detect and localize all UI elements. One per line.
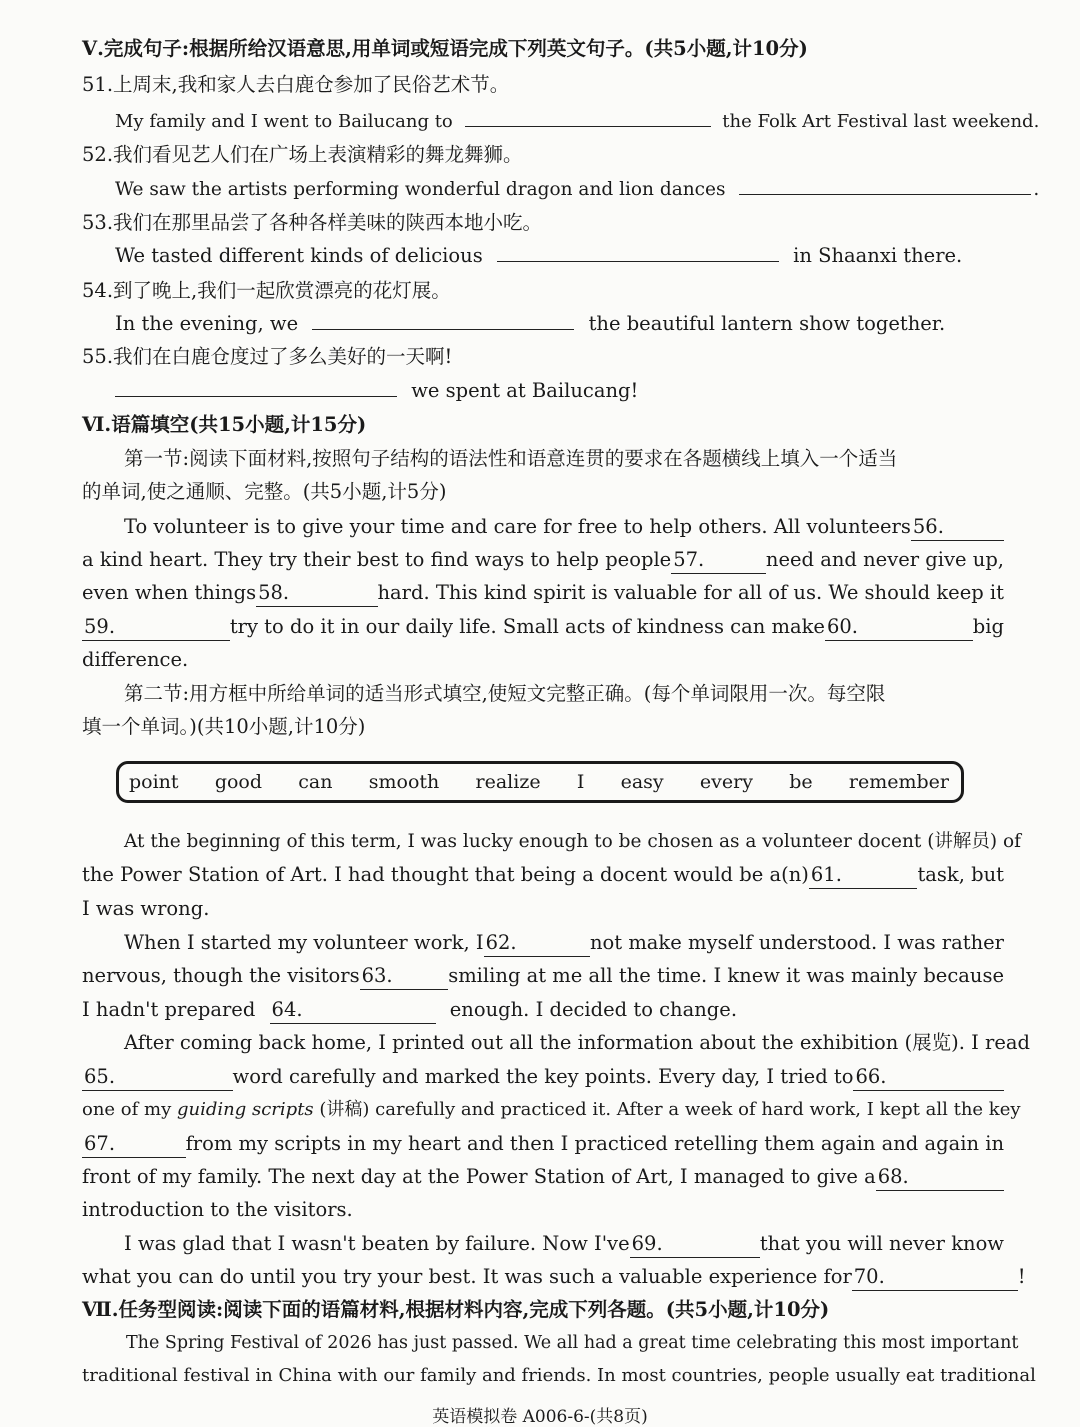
p2-line5: nervous, though the visitors 63. smiling at me all the time. I knew it was mainly because (82, 963, 1004, 990)
blank-63[interactable]: 63. (360, 963, 449, 990)
blank-57[interactable]: 57. (671, 547, 766, 574)
blank-65[interactable]: 65. (82, 1064, 233, 1091)
section7-heading: Ⅶ.任务型阅读:阅读下面的语篇材料,根据材料内容,完成下列各题。(共5小题,计10分) (82, 1298, 830, 1321)
q53-text-after: in Shaanxi there. (793, 244, 963, 267)
p2-line11: front of my family. The next day at the Power Station of Art, I managed to give a 68. (82, 1164, 1004, 1191)
q55-english (115, 378, 638, 404)
p2-line10: 67. from my scripts in my heart and then I practiced retelling them again and again in (82, 1131, 1004, 1158)
blank-70[interactable]: 70. (852, 1264, 1018, 1291)
q53-chinese: 53.我们在那里品尝了各种各样美味的陕西本地小吃。 (82, 211, 543, 234)
p1-text: big (972, 615, 1004, 638)
word-box-item: be (789, 771, 813, 793)
p2-line12: introduction to the visitors. (82, 1198, 353, 1221)
p1-text: try to do it in our daily life. Small acts of kindness can make (229, 615, 825, 638)
q52-blank[interactable] (739, 176, 1031, 195)
p1-text: hard. This kind spirit is valuable for all of us. We should keep it (377, 581, 1004, 604)
q54-text-after: the beautiful lantern show together. (588, 312, 946, 335)
q54-chinese: 54.到了晚上,我们一起欣赏漂亮的花灯展。 (82, 279, 451, 302)
p1-line5: difference. (82, 648, 189, 671)
word-box (116, 761, 964, 803)
blank-68[interactable]: 68. (876, 1164, 1004, 1191)
p2-line13: I was glad that I wasn't beaten by failure. Now I've 69. that you will never know (124, 1231, 1004, 1258)
q54-blank[interactable] (312, 311, 574, 330)
word-box-item: point (129, 771, 179, 793)
q54-text-before: In the evening, we (115, 312, 299, 335)
word-box-item: easy (620, 771, 664, 793)
blank-67[interactable]: 67. (82, 1131, 186, 1158)
section7-line1: The Spring Festival of 2026 has just passed. We all had a great time celebrating this most important (126, 1333, 1019, 1353)
q55-blank[interactable] (115, 378, 397, 397)
p2-line3: I was wrong. (82, 897, 210, 920)
q51-chinese: 51.上周末,我和家人去白鹿仓参加了民俗艺术节。 (82, 73, 510, 96)
p1-text: need and never give up, (765, 548, 1004, 571)
blank-64[interactable]: 64. (270, 997, 436, 1024)
word-box-item: good (214, 771, 263, 793)
blank-69[interactable]: 69. (630, 1231, 760, 1258)
p1-line4 (82, 614, 1004, 641)
p1-text: even when things (82, 581, 257, 604)
q51-text-before: My family and I went to Bailucang to (115, 111, 453, 132)
p1-text: a kind heart. They try their best to find ways to help people (82, 548, 672, 571)
q52-chinese: 52.我们看见艺人们在广场上表演精彩的舞龙舞狮。 (82, 143, 523, 166)
q53-english (115, 243, 962, 269)
p1-text: To volunteer is to give your time and care for free to help others. All volunteers (124, 515, 911, 538)
p1-line3 (82, 580, 1004, 607)
p2-line7: After coming back home, I printed out all the information about the exhibition (展览). I read (124, 1031, 1031, 1054)
p2-line9: one of my guiding scripts (讲稿) carefully and practiced it. After a week of hard work, I kept all the key (82, 1099, 1021, 1120)
part2-instruction-line1: 第二节:用方框中所给单词的适当形式填空,使短文完整正确。(每个单词限用一次。每空限 (124, 682, 886, 705)
section6-heading: Ⅵ.语篇填空(共15小题,计15分) (82, 413, 367, 436)
p2-line14: what you can do until you try your best. It was such a valuable experience for 70. ! (82, 1264, 962, 1291)
p2-line4: When I started my volunteer work, I 62. not make myself understood. I was rather (124, 930, 1004, 957)
page-footer: 英语模拟卷 A006-6-(共8页) (432, 1407, 648, 1427)
q55-text-after: we spent at Bailucang! (411, 379, 639, 402)
p2-line2: the Power Station of Art. I had thought that being a docent would be a(n) 61. task, but (82, 862, 1004, 889)
p2-line1: At the beginning of this term, I was lucky enough to be chosen as a volunteer docent (讲解员) of (124, 831, 1022, 852)
blank-59[interactable]: 59. (82, 614, 230, 641)
q52-text-after: . (1033, 179, 1040, 200)
guiding-scripts-italic: guiding scripts (177, 1099, 314, 1120)
q51-english (115, 108, 1039, 135)
p2-line6: I hadn't prepared 64. enough. I decided to change. (82, 997, 737, 1024)
q53-text-before: We tasted different kinds of delicious (115, 244, 483, 267)
blank-60[interactable]: 60. (825, 614, 973, 641)
p1-line2 (82, 547, 1004, 574)
section7-line2: traditional festival in China with our family and friends. In most countries, people usually eat traditional (82, 1365, 1036, 1386)
q51-text-after: the Folk Art Festival last weekend. (722, 111, 1040, 132)
blank-56[interactable]: 56. (911, 514, 1004, 541)
word-box-item: remember (848, 771, 949, 793)
q55-chinese: 55.我们在白鹿仓度过了多么美好的一天啊! (82, 345, 453, 368)
part1-instruction-line1: 第一节:阅读下面材料,按照句子结构的语法性和语意连贯的要求在各题横线上填入一个适当 (124, 447, 898, 470)
q51-blank[interactable] (465, 108, 711, 127)
part2-instruction-line2: 填一个单词。)(共10小题,计10分) (82, 715, 366, 738)
word-box-item: realize (475, 771, 541, 793)
word-box-item: I (576, 771, 585, 793)
blank-66[interactable]: 66. (853, 1064, 1004, 1091)
q54-english (115, 311, 945, 337)
q52-text-before: We saw the artists performing wonderful dragon and lion dances (115, 179, 726, 200)
q53-blank[interactable] (497, 243, 779, 262)
word-box-item: every (699, 771, 753, 793)
p1-line1 (124, 514, 1004, 541)
p2-line8: 65. word carefully and marked the key points. Every day, I tried to 66. (82, 1064, 1004, 1091)
part1-instruction-line2: 的单词,使之通顺、完整。(共5小题,计5分) (82, 480, 447, 503)
q52-english (115, 176, 1039, 203)
blank-58[interactable]: 58. (256, 580, 377, 607)
blank-61[interactable]: 61. (809, 862, 918, 889)
section5-heading: Ⅴ.完成句子:根据所给汉语意思,用单词或短语完成下列英文句子。(共5小题,计10分) (82, 37, 808, 60)
word-box-item: smooth (368, 771, 440, 793)
blank-62[interactable]: 62. (484, 930, 590, 957)
word-box-item: can (298, 771, 333, 793)
